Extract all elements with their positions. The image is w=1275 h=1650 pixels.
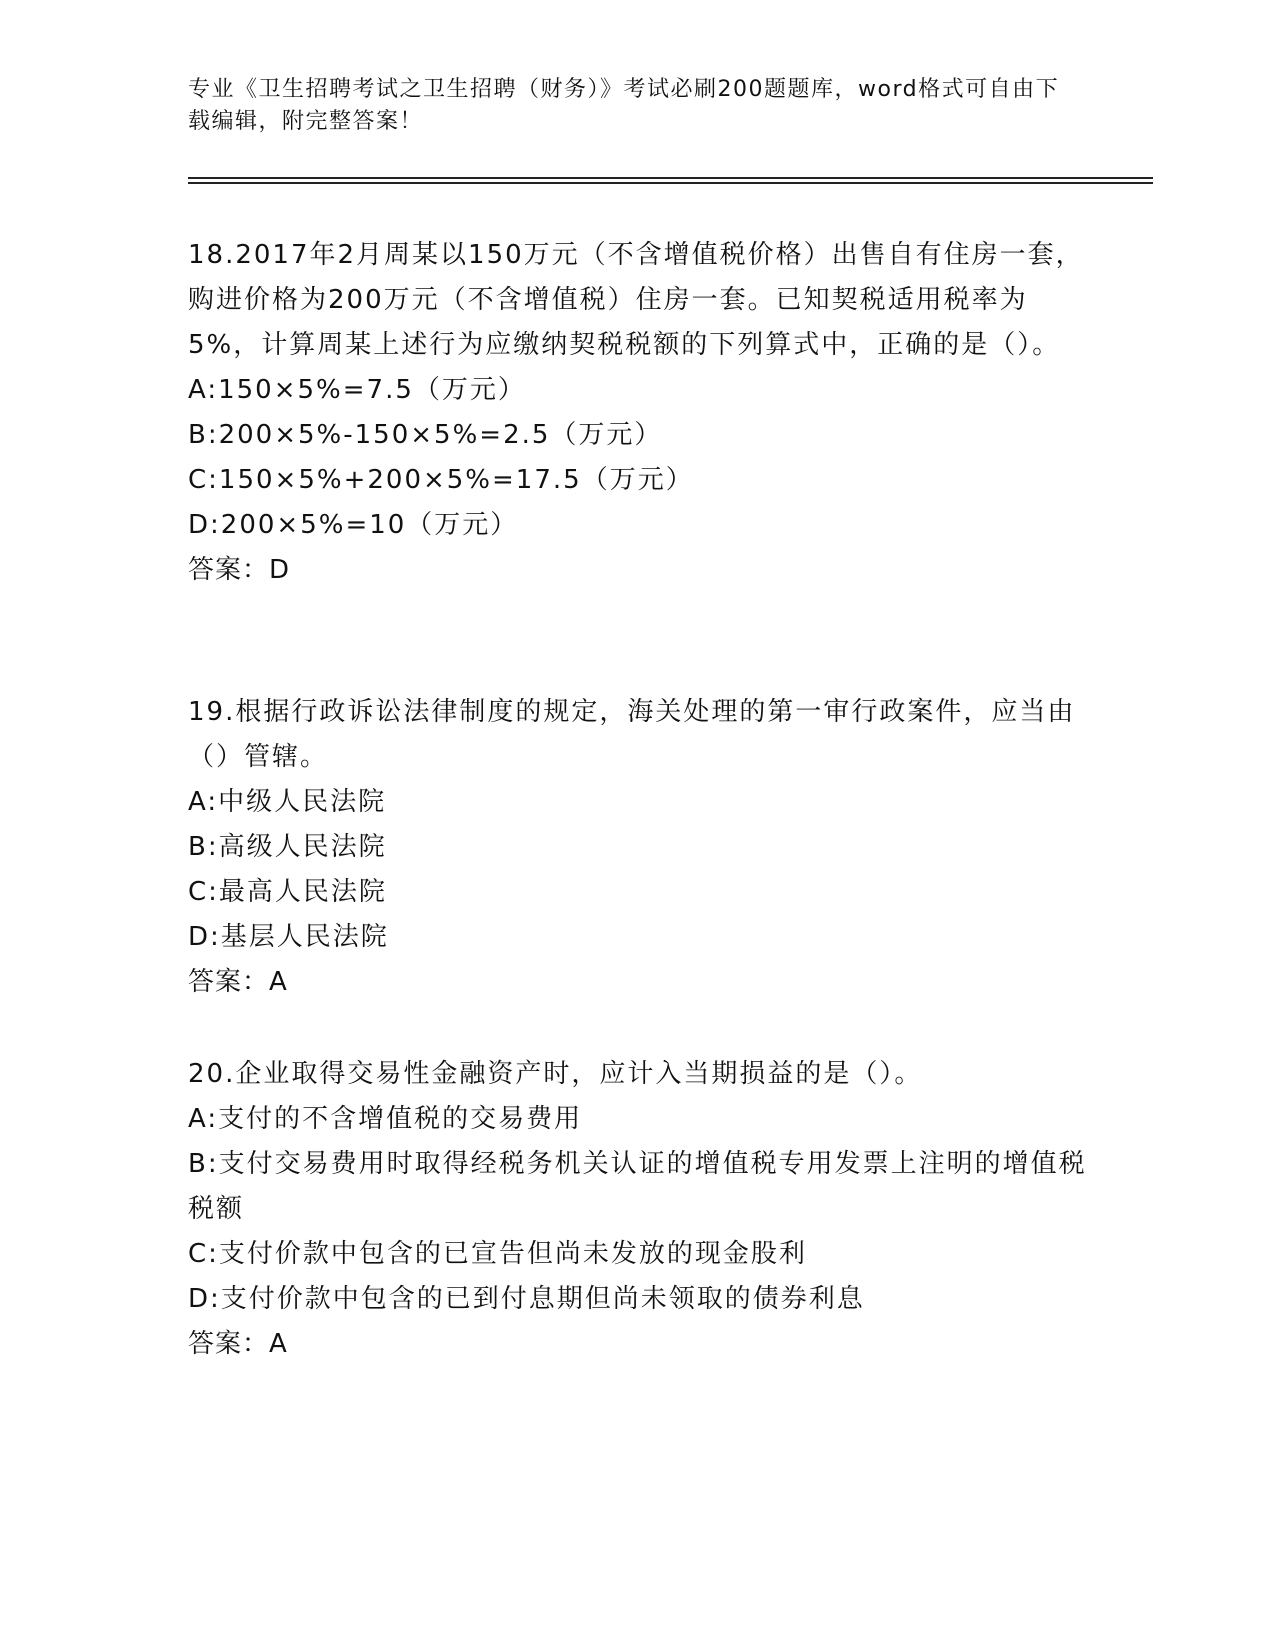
option-c: C:最高人民法院 [188, 877, 387, 907]
question-stem: 20.企业取得交易性金融资产时，应计入当期损益的是（）。 [188, 1059, 923, 1089]
option-a: A:支付的不含增值税的交易费用 [188, 1104, 583, 1134]
option-d: D:基层人民法院 [188, 922, 389, 952]
question-stem: 19.根据行政诉讼法律制度的规定，海关处理的第一审行政案件，应当由（）管辖。 [188, 697, 1076, 772]
option-b: B:支付交易费用时取得经税务机关认证的增值税专用发票上注明的增值税税额 [188, 1149, 1087, 1224]
document-header: 专业《卫生招聘考试之卫生招聘（财务）》考试必刷200题题库，word格式可自由下载编辑，附完整答案！ [188, 77, 1060, 134]
question-20 [188, 1052, 1088, 1367]
option-d: D:200×5%=10（万元） [188, 510, 519, 540]
answer: 答案：A [188, 967, 288, 997]
header-divider-top [188, 177, 1153, 179]
option-a: A:150×5%=7.5（万元） [188, 375, 526, 405]
option-b: B:高级人民法院 [188, 832, 387, 862]
header-divider-bottom [188, 182, 1153, 184]
option-a: A:中级人民法院 [188, 787, 387, 817]
answer: 答案：A [188, 1329, 288, 1359]
question-19 [188, 690, 1088, 1005]
answer: 答案：D [188, 555, 291, 585]
option-b: B:200×5%-150×5%=2.5（万元） [188, 420, 663, 450]
option-c: C:支付价款中包含的已宣告但尚未发放的现金股利 [188, 1239, 807, 1269]
question-stem: 18.2017年2月周某以150万元（不含增值税价格）出售自有住房一套，购进价格为200万元（不含增值税）住房一套。已知契税适用税率为5%，计算周某上述行为应缴纳契税税额的下列算式中，正确的是（）。 [188, 240, 1084, 360]
option-d: D:支付价款中包含的已到付息期但尚未领取的债券利息 [188, 1284, 865, 1314]
question-18 [188, 233, 1088, 593]
option-c: C:150×5%+200×5%=17.5（万元） [188, 465, 694, 495]
